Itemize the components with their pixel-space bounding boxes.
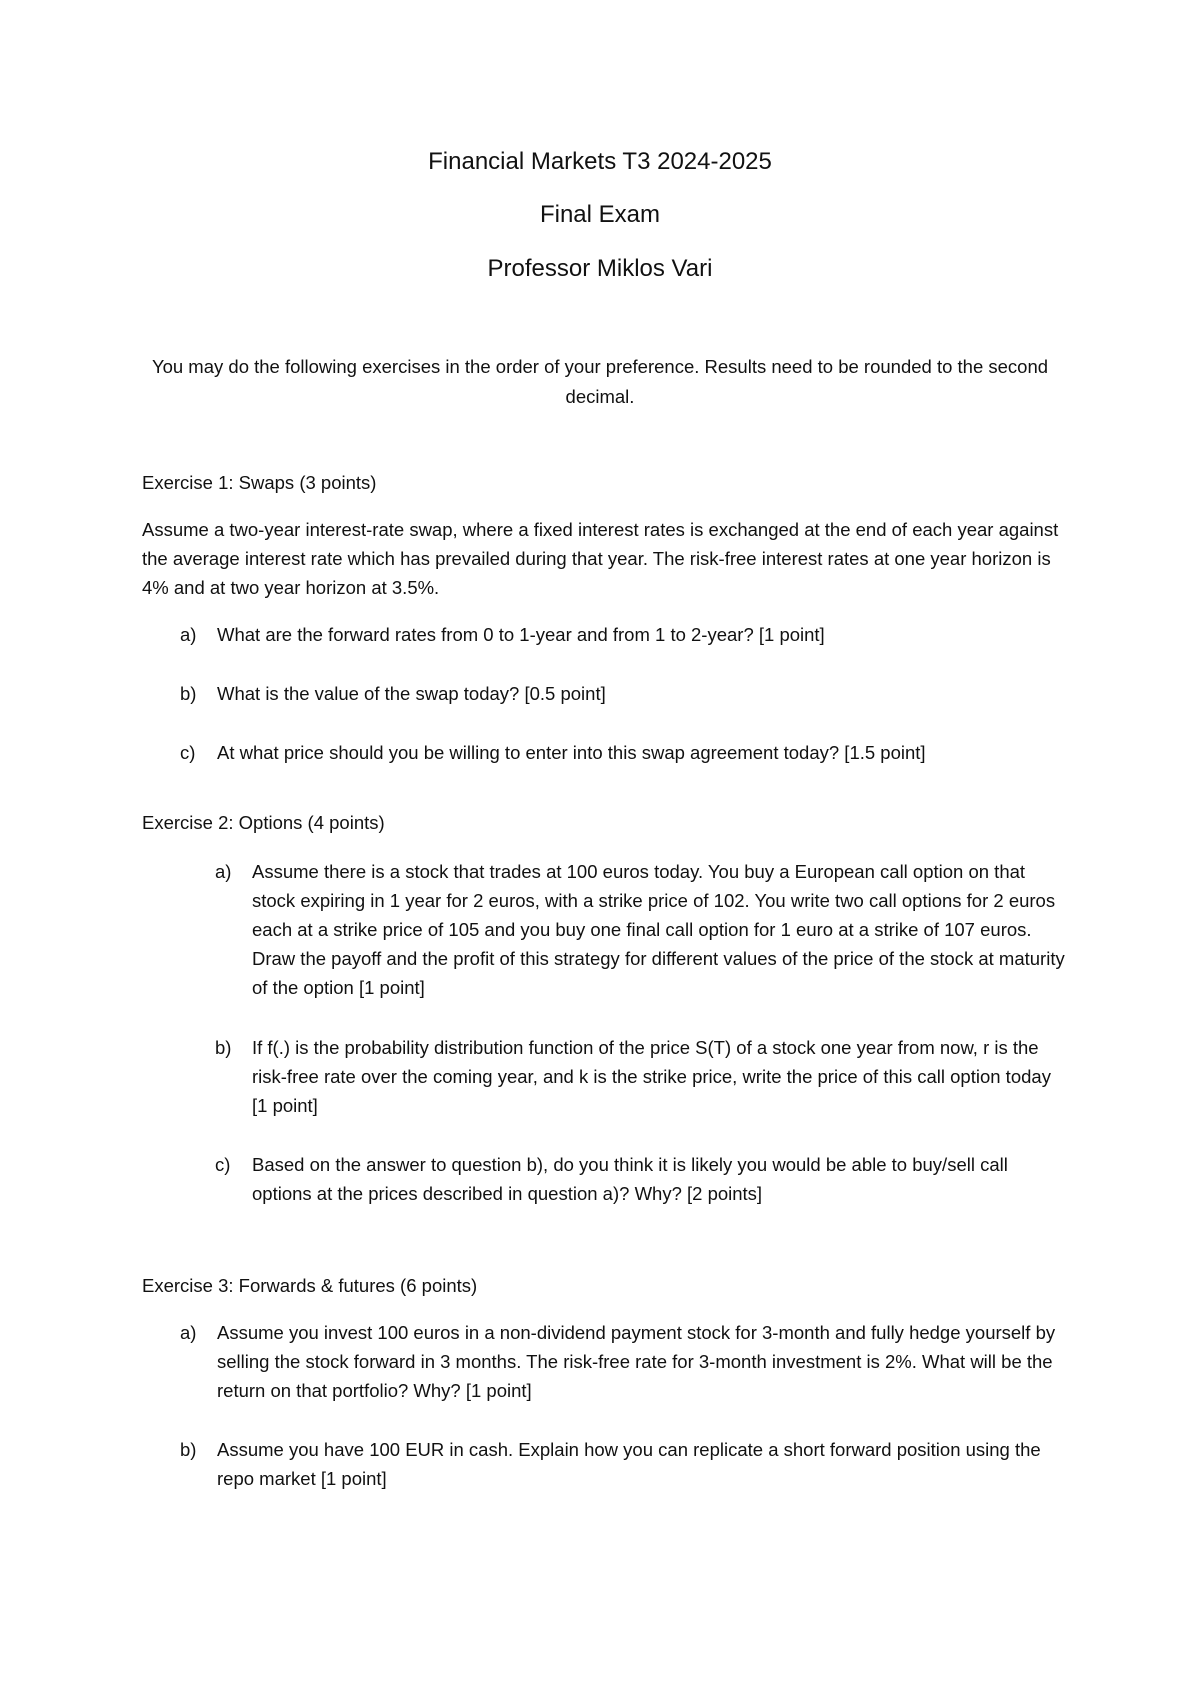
question-text: Assume you have 100 EUR in cash. Explain how you can replicate a short forward position using the repo market [1 point] (217, 1439, 1041, 1489)
question-text: At what price should you be willing to enter into this swap agreement today? [1.5 point] (217, 742, 926, 763)
question-label: a) (180, 624, 197, 645)
question-text: If f(.) is the probability distribution function of the price S(T) of a stock one year from now, r is the risk-free rate over the coming year, and k is the strike price, write the price of this call option today [1 point] (252, 1037, 1051, 1116)
exercise-1-heading: Exercise 1: Swaps (3 points) (142, 472, 377, 493)
question-text: What is the value of the swap today? [0.5 point] (217, 683, 606, 704)
instructions-paragraph: You may do the following exercises in the order of your preference. Results need to be rounded to the second decimal. (151, 356, 1049, 407)
question-text: Assume you invest 100 euros in a non-dividend payment stock for 3-month and fully hedge yourself by selling the stock forward in 3 months. The risk-free rate for 3-month investment is 2%. What will be the return on that portfolio? Why? [1 point] (217, 1322, 1056, 1401)
exercise-3-heading: Exercise 3: Forwards & futures (6 points) (142, 1275, 478, 1296)
exercise-2-heading: Exercise 2: Options (4 points) (142, 812, 385, 833)
question-label: b) (180, 1439, 197, 1460)
question-label: c) (180, 742, 196, 763)
question-label: b) (215, 1037, 232, 1058)
question-label: b) (180, 683, 197, 704)
question-text: What are the forward rates from 0 to 1-year and from 1 to 2-year? [1 point] (217, 624, 825, 645)
question-text: Based on the answer to question b), do you think it is likely you would be able to buy/sell call options at the prices described in question a)? Why? [2 points] (252, 1154, 1008, 1204)
question-label: c) (215, 1154, 231, 1175)
question-label: a) (215, 861, 232, 882)
question-label: a) (180, 1322, 197, 1343)
question-text: Assume there is a stock that trades at 100 euros today. You buy a European call option on that stock expiring in 1 year for 2 euros, with a strike price of 102. You write two call options for 2 euros each at a strike price of 105 and you buy one final call option for 1 euro at a strike of 107 euros. Draw the payoff and the profit of this strategy for different values of the price of the stock at maturity of the option [1 point] (252, 861, 1065, 998)
professor-name: Professor Miklos Vari (487, 255, 713, 282)
exercise-1-intro: Assume a two-year interest-rate swap, where a fixed interest rates is exchanged at the end of each year against the average interest rate which has prevailed during that year. The risk-free interest rates at one year horizon is 4% and at two year horizon at 3.5%. (142, 519, 1059, 598)
document-subtitle: Final Exam (539, 201, 661, 228)
document-title: Financial Markets T3 2024-2025 (428, 148, 772, 175)
